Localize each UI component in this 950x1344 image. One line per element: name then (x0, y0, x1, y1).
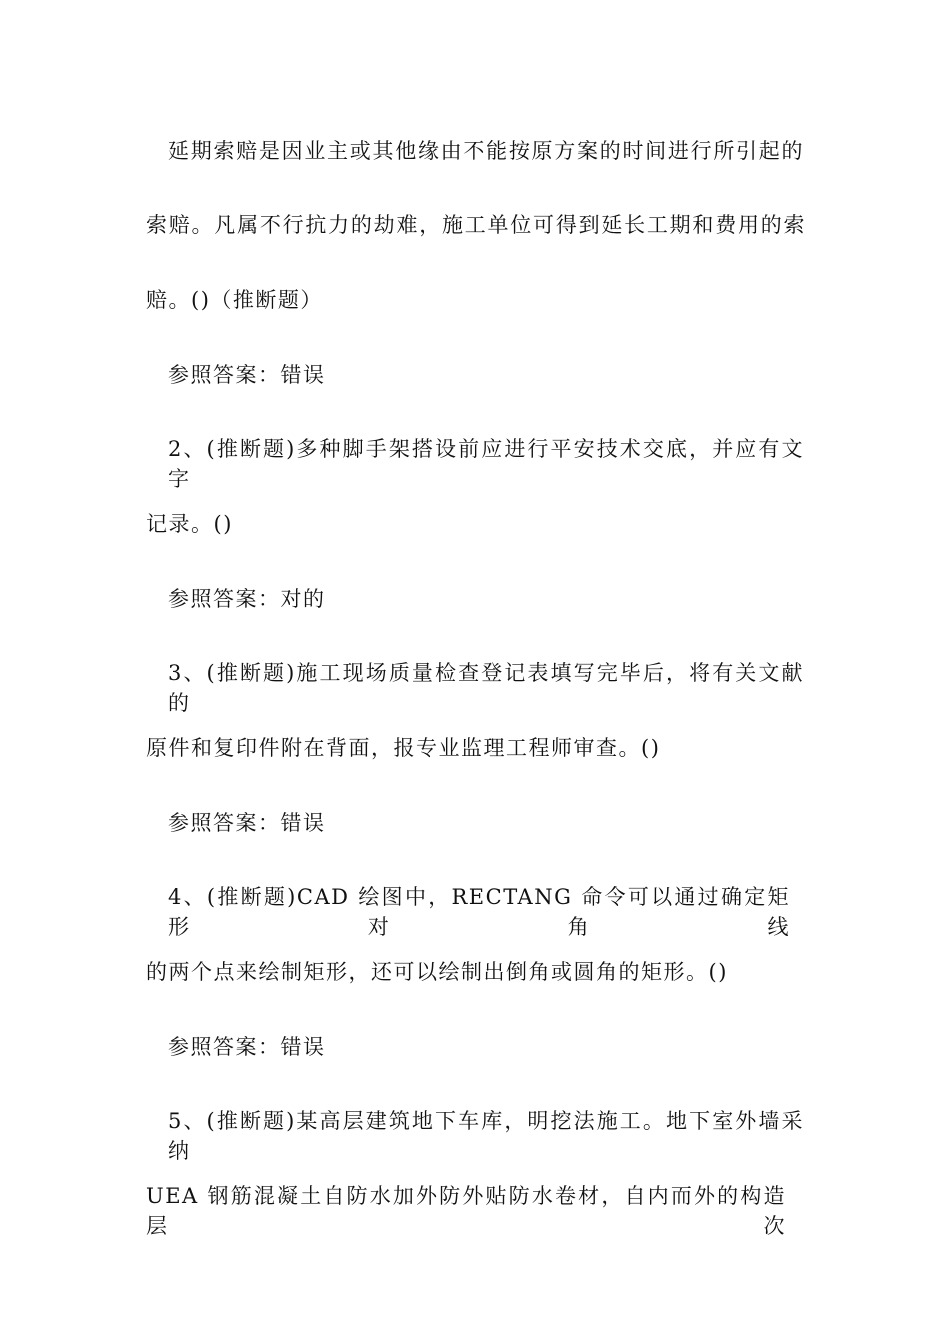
question-5-text-line-1: 5、(推断题)某高层建筑地下车库，明挖法施工。地下室外墙采纳 (168, 1109, 804, 1163)
question-2-text-line-1: 2、(推断题)多种脚手架搭设前应进行平安技术交底，并应有文字 (168, 437, 804, 491)
answer-3: 参照答案：错误 (168, 811, 326, 835)
question-4-text-line-1: 4、(推断题)CAD 绘图中，RECTANG 命令可以通过确定矩形对角线 (168, 885, 790, 939)
question-4-text-line-2: 的两个点来绘制矩形，还可以绘制出倒角或圆角的矩形。() (146, 960, 728, 984)
question-3-text-line-2: 原件和复印件附在背面，报专业监理工程师审查。() (146, 736, 661, 760)
question-5-text-line-2: UEA 钢筋混凝土自防水加外防外贴防水卷材，自内而外的构造层次 (146, 1184, 786, 1238)
question-1-text-line-3: 赔。()（推断题） (146, 288, 323, 312)
answer-1: 参照答案：错误 (168, 363, 326, 387)
question-3-text-line-1: 3、(推断题)施工现场质量检查登记表填写完毕后，将有关文献的 (168, 661, 804, 715)
answer-4: 参照答案：错误 (168, 1035, 326, 1059)
question-1-text-line-2: 索赔。凡属不行抗力的劫难，施工单位可得到延长工期和费用的索 (146, 213, 806, 237)
question-2-text-line-2: 记录。() (146, 512, 233, 536)
answer-2: 参照答案：对的 (168, 587, 326, 611)
question-1-text-line-1: 延期索赔是因业主或其他缘由不能按原方案的时间进行所引起的 (168, 139, 804, 163)
